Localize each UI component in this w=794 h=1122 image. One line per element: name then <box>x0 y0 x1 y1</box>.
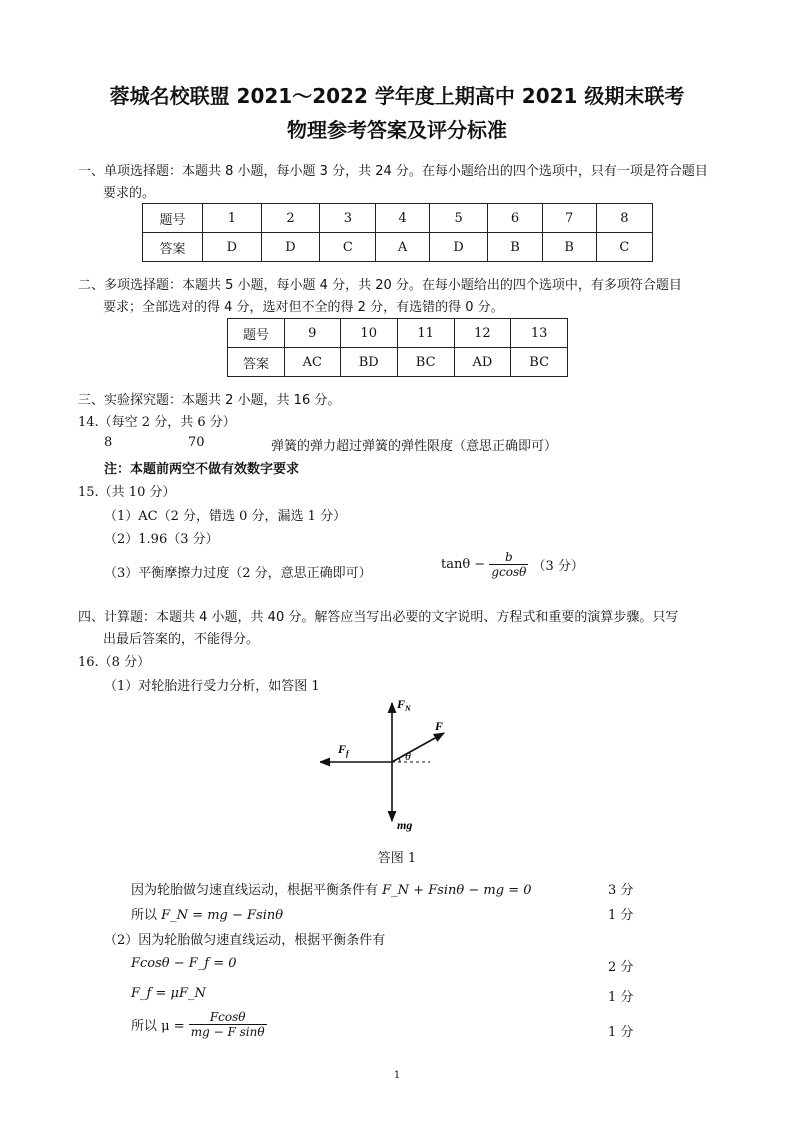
equation-formula: F_N + Fsinθ − mg = 0 <box>382 883 532 898</box>
section3-heading: 三、实验探究题：本题共 2 小题，共 16 分。 <box>78 393 341 408</box>
section2-heading-cont: 要求；全部选对的得 4 分，选对但不全的得 2 分，有选错的得 0 分。 <box>103 300 504 315</box>
q14-note: 注：本题前两空不做有效数字要求 <box>104 462 300 477</box>
f-label: F <box>435 719 444 733</box>
figure-caption: 答图 1 <box>377 851 417 866</box>
equation-5 <box>131 1010 267 1039</box>
q16-heading: 16.（8 分） <box>78 655 151 670</box>
fraction-denominator: gcosθ <box>491 565 527 579</box>
score-label: 3 分 <box>608 883 634 898</box>
equation-text: 所以 <box>131 908 158 923</box>
single-choice-answer-table <box>142 203 653 262</box>
page-title: 蓉城名校联盟 2021～2022 学年度上期高中 2021 级期末联考 <box>109 84 685 108</box>
equation-text: 所以 μ = <box>131 1019 185 1034</box>
section1-heading-cont: 要求的。 <box>103 186 156 201</box>
section2-heading: 二、多项选择题：本题共 5 小题，每小题 4 分，共 20 分。在每小题给出的四个选项中，有多项符合题目 <box>78 278 682 293</box>
score-label: 2 分 <box>608 960 634 975</box>
fraction-denominator: mg − F sinθ <box>190 1025 265 1039</box>
q14-answer-2: 70 <box>188 435 205 450</box>
table-cell: BD <box>340 348 397 377</box>
fn-label: $F_N$ <box>397 697 411 713</box>
q16-part1: （1）对轮胎进行受力分析，如答图 1 <box>104 679 320 694</box>
table-cell: BC <box>397 348 454 377</box>
score-label: （3 分） <box>532 559 584 574</box>
multi-choice-answer-table <box>227 318 568 377</box>
table-cell: AC <box>285 348 341 377</box>
q14-answer-1: 8 <box>104 435 113 450</box>
table-cell: 7 <box>542 204 596 233</box>
score-label: 1 分 <box>608 908 634 923</box>
fraction-numerator: b <box>489 550 528 565</box>
page-number: 1 <box>393 1070 401 1081</box>
angle-arc <box>399 758 400 762</box>
score-label: 1 分 <box>608 1025 634 1040</box>
q15-part3: （3）平衡摩擦力过度（2 分，意思正确即可） <box>104 566 372 581</box>
table-cell: D <box>203 233 262 262</box>
q14-answer-3: 弹簧的弹力超过弹簧的弹性限度（意思正确即可） <box>271 439 558 454</box>
table-cell: C <box>596 233 652 262</box>
table-cell: 4 <box>376 204 429 233</box>
section4-heading: 四、计算题：本题共 4 小题，共 40 分。解答应当写出必要的文字说明、方程式和重要的演算步骤。只写 <box>78 610 679 625</box>
table-cell: 13 <box>511 319 568 348</box>
formula-fraction <box>489 550 528 579</box>
table-header-cell: 答案 <box>228 348 285 377</box>
table-cell: 9 <box>285 319 341 348</box>
equation-formula: F_N = mg − Fsinθ <box>161 908 284 923</box>
table-cell: 2 <box>261 204 320 233</box>
table-cell: BC <box>511 348 568 377</box>
equation-4: F_f = μF_N <box>131 986 206 1001</box>
table-cell: AD <box>454 348 511 377</box>
q15-part1: （1）AC（2 分，错选 0 分，漏选 1 分） <box>104 509 347 524</box>
score-label: 1 分 <box>608 990 634 1005</box>
table-cell: 1 <box>203 204 262 233</box>
table-cell: B <box>542 233 596 262</box>
table-header-cell: 题号 <box>228 319 285 348</box>
table-cell: 8 <box>596 204 652 233</box>
table-row <box>143 204 653 233</box>
formula-lead: tanθ − <box>441 557 486 572</box>
table-cell: 5 <box>429 204 488 233</box>
section1-heading: 一、单项选择题：本题共 8 小题，每小题 3 分，共 24 分。在每小题给出的四个选项中，只有一项是符合题目 <box>78 164 708 179</box>
theta-label: θ <box>405 749 411 763</box>
table-cell: 11 <box>397 319 454 348</box>
force-diagram <box>320 695 470 840</box>
table-cell: D <box>429 233 488 262</box>
table-cell: C <box>320 233 376 262</box>
q16-part2: （2）因为轮胎做匀速直线运动，根据平衡条件有 <box>104 933 386 948</box>
q15-part3-formula <box>441 550 584 579</box>
section4-heading-cont: 出最后答案的，不能得分。 <box>103 632 260 647</box>
table-cell: 10 <box>340 319 397 348</box>
table-header-cell: 题号 <box>143 204 203 233</box>
ff-label: $F_f$ <box>338 742 349 758</box>
page-subtitle: 物理参考答案及评分标准 <box>287 118 507 142</box>
table-cell: 12 <box>454 319 511 348</box>
equation-2 <box>131 904 283 923</box>
table-row <box>228 319 568 348</box>
table-header-cell: 答案 <box>143 233 203 262</box>
equation-1 <box>131 879 532 898</box>
table-cell: D <box>261 233 320 262</box>
table-cell: B <box>488 233 542 262</box>
equation-text: 因为轮胎做匀速直线运动，根据平衡条件有 <box>131 883 379 898</box>
table-cell: A <box>376 233 429 262</box>
equation-3: Fcosθ − F_f = 0 <box>131 956 237 971</box>
formula-fraction <box>189 1010 267 1039</box>
mg-label: mg <box>397 818 413 832</box>
table-cell: 6 <box>488 204 542 233</box>
q14-heading: 14.（每空 2 分，共 6 分） <box>78 415 236 430</box>
table-row <box>143 233 653 262</box>
q15-part2: （2）1.96（3 分） <box>104 532 219 547</box>
q15-heading: 15.（共 10 分） <box>78 485 176 500</box>
table-row <box>228 348 568 377</box>
fraction-numerator: Fcosθ <box>189 1010 267 1025</box>
table-cell: 3 <box>320 204 376 233</box>
pull-force-arrow <box>392 733 444 762</box>
